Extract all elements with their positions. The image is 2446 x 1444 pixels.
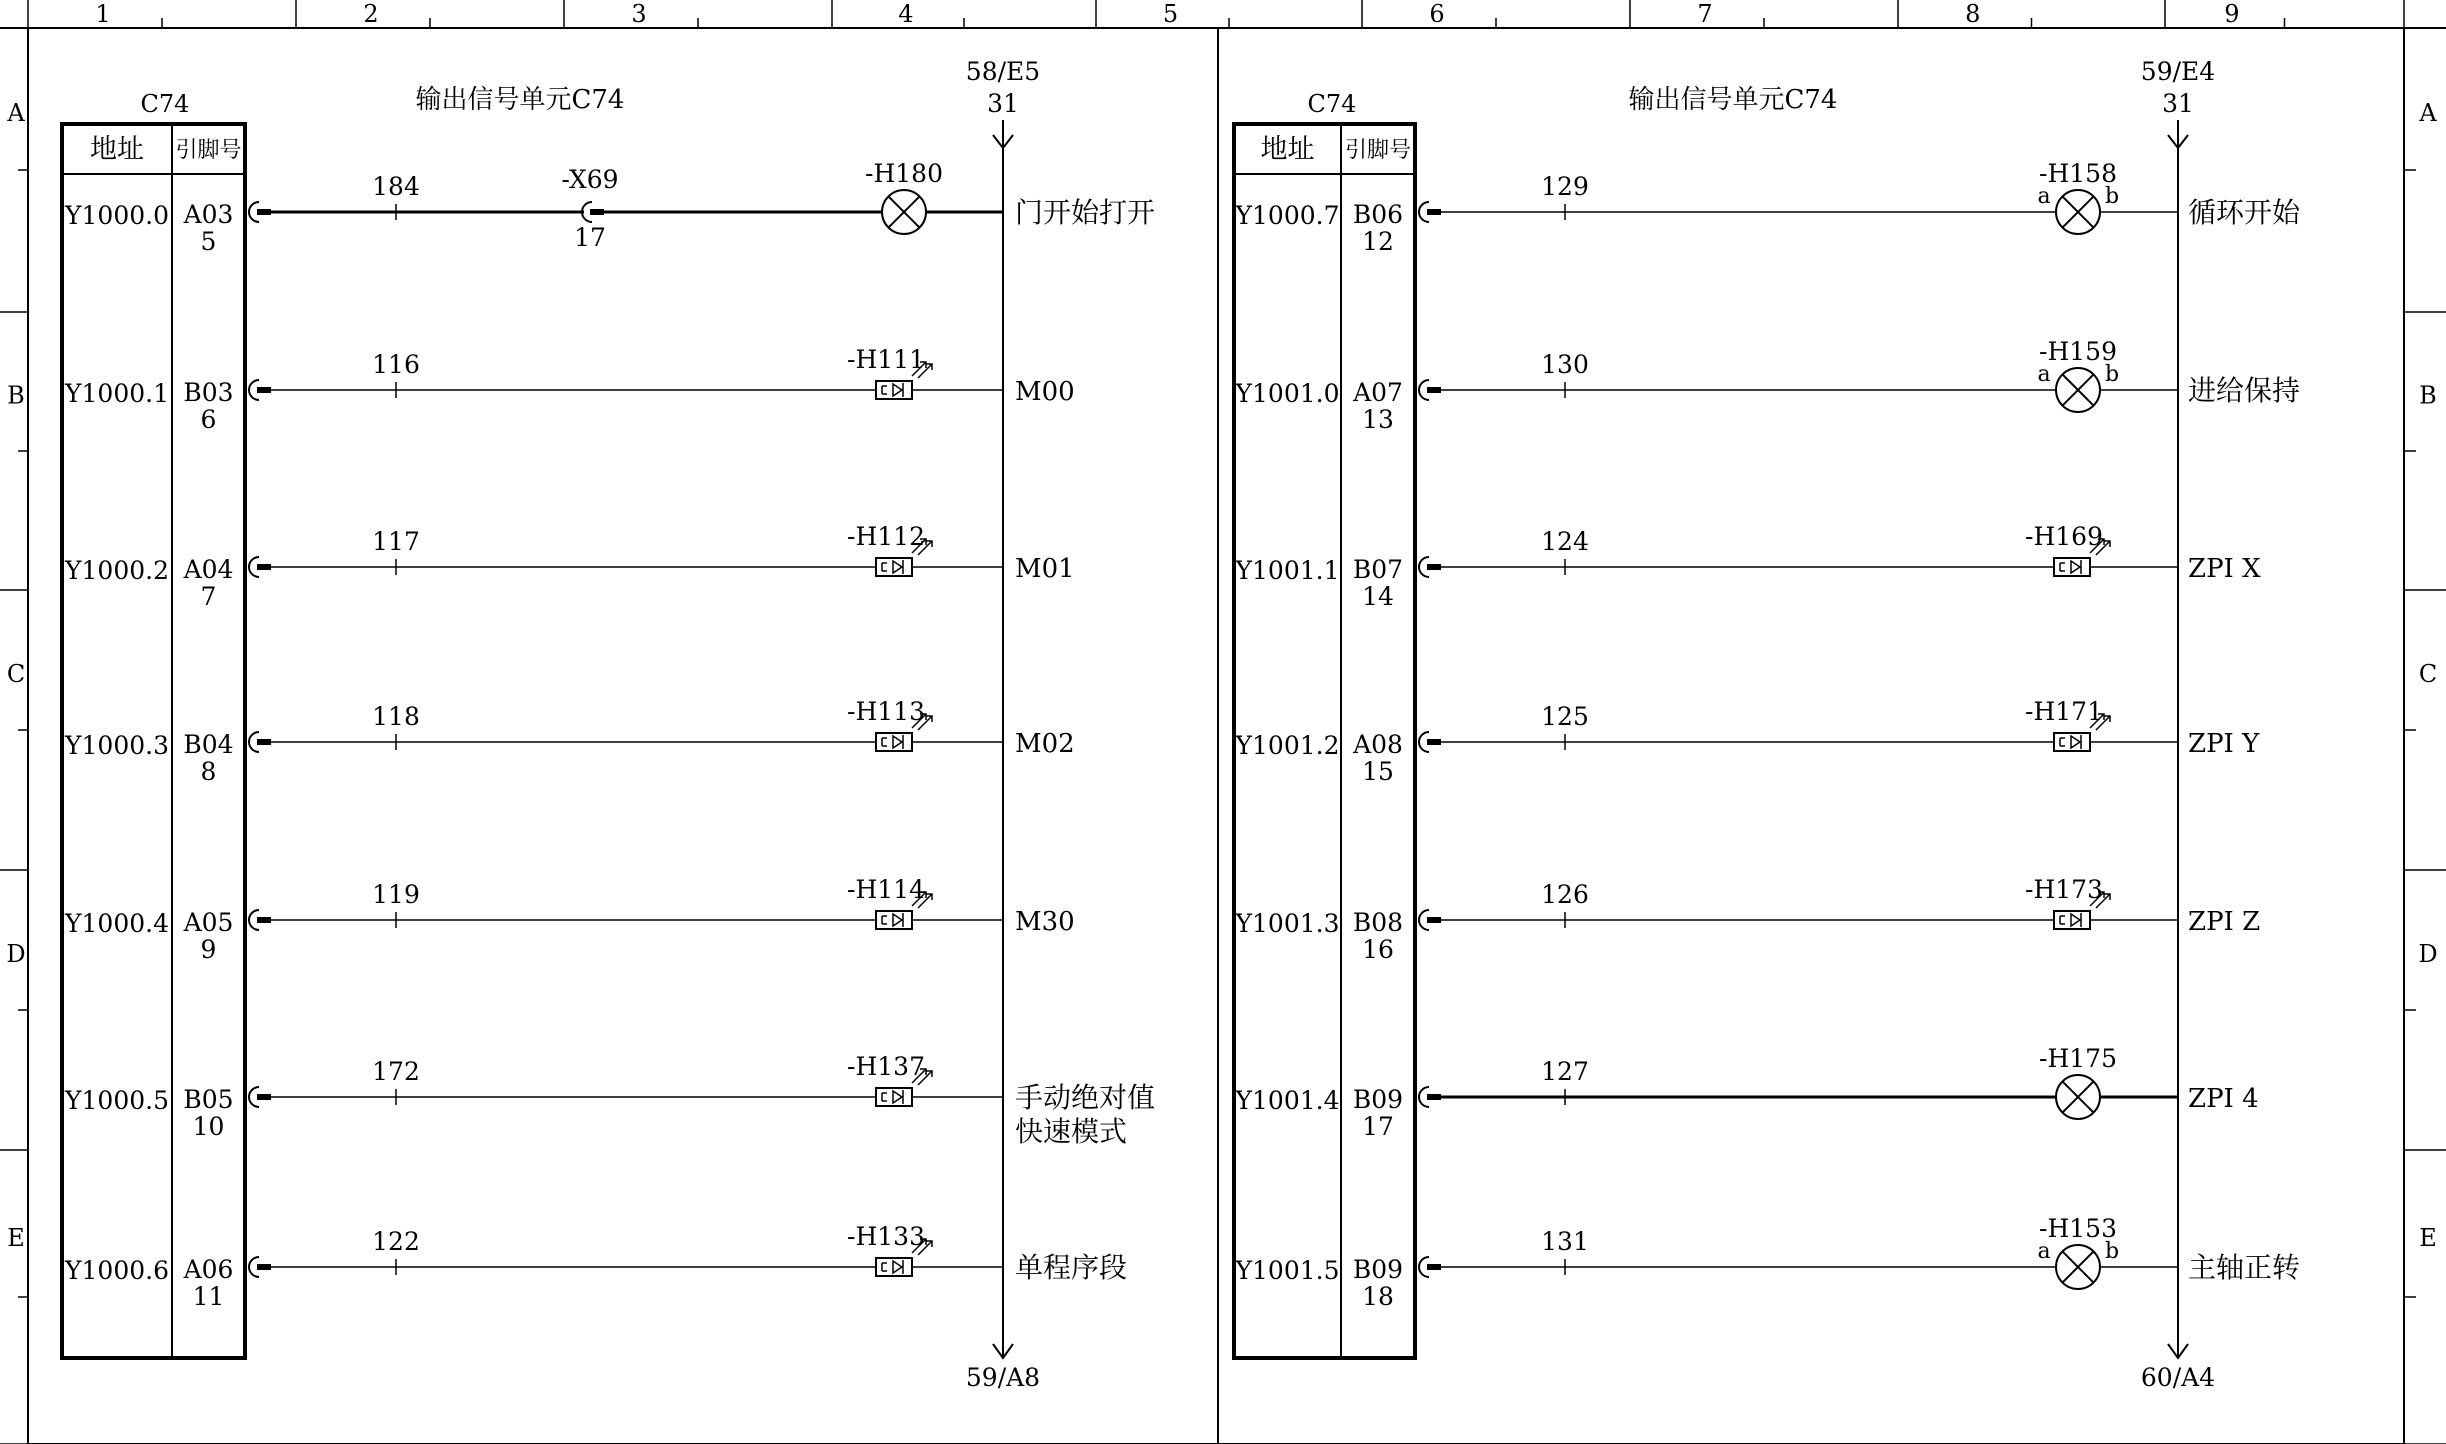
- plug-pin: [1427, 387, 1441, 393]
- device-label: -H158: [2039, 159, 2117, 188]
- row-letter: D: [6, 940, 26, 968]
- plug-pin: [1427, 209, 1441, 215]
- bus-ref-top: 59/E4: [2140, 57, 2216, 86]
- row-letter: B: [7, 381, 25, 410]
- bus-wire-top: 31: [2162, 89, 2194, 118]
- pin-seq: 10: [192, 1112, 225, 1141]
- row-letter: E: [7, 1224, 25, 1253]
- function-label: M01: [1015, 554, 1075, 584]
- wire-number: 127: [1541, 1057, 1589, 1086]
- column-number: 7: [1697, 0, 1713, 28]
- header-address: 地址: [1260, 134, 1315, 165]
- pin-label: B09: [1352, 1255, 1404, 1284]
- circuit-row: [1235, 875, 2261, 964]
- plug-pin: [1427, 1094, 1441, 1100]
- wire-number: 129: [1541, 172, 1589, 201]
- row-letter: A: [2419, 99, 2437, 128]
- device-label: -H171: [2025, 697, 2103, 726]
- device-label: -H173: [2025, 875, 2103, 904]
- row-letter: D: [2418, 940, 2438, 968]
- row-letter: C: [2418, 660, 2438, 688]
- pin-label: A06: [183, 1255, 234, 1284]
- address-label: Y1000.1: [65, 379, 169, 408]
- wire-number: 130: [1541, 350, 1589, 379]
- address-label: Y1000.5: [65, 1086, 169, 1115]
- pin-label: B09: [1352, 1085, 1404, 1114]
- wire-number: 131: [1541, 1227, 1589, 1256]
- pin-label: A05: [183, 908, 234, 937]
- function-label: M02: [1015, 729, 1075, 759]
- connector-pin-label: 17: [574, 223, 606, 252]
- device-label: -H180: [865, 159, 943, 188]
- wire-number: 118: [372, 702, 420, 731]
- pin-label: B08: [1352, 908, 1404, 937]
- wire-number: 116: [372, 350, 420, 379]
- pin-seq: 9: [200, 935, 217, 964]
- pin-seq: 15: [1362, 757, 1394, 786]
- function-label: ZPI Z: [2188, 907, 2261, 937]
- function-label: 门开始打开: [1015, 196, 1156, 229]
- circuit-row: [1235, 1214, 2301, 1311]
- address-label: Y1001.3: [1235, 909, 1340, 938]
- address-label: Y1001.0: [1235, 379, 1340, 408]
- header-pin: 引脚号: [1344, 138, 1412, 163]
- plug-pin: [1427, 564, 1441, 570]
- row-letter: E: [2419, 1224, 2437, 1253]
- address-label: Y1000.3: [65, 731, 169, 760]
- device-label: -H111: [847, 345, 925, 374]
- device-label: -H175: [2039, 1044, 2117, 1073]
- plug-pin: [257, 1094, 271, 1100]
- column-number: 6: [1429, 0, 1445, 28]
- device-label: -H169: [2025, 522, 2103, 551]
- plug-pin: [257, 387, 271, 393]
- pin-label: A07: [1353, 378, 1403, 407]
- pin-seq: 18: [1362, 1282, 1394, 1311]
- address-label: Y1000.0: [65, 201, 169, 230]
- lamp-terminal-a: a: [2037, 1239, 2051, 1264]
- column-number: 5: [1162, 0, 1179, 28]
- bus-ref-bottom: 59/A8: [965, 1363, 1041, 1392]
- address-label: Y1000.6: [65, 1256, 169, 1285]
- pin-seq: 17: [1362, 1112, 1394, 1141]
- function-label: 循环开始: [2188, 196, 2301, 229]
- panel-1: [62, 57, 1155, 1392]
- column-number: 9: [2224, 0, 2240, 28]
- header-address: 地址: [90, 134, 144, 165]
- pin-seq: 6: [200, 405, 217, 434]
- circuit-row: [1235, 522, 2262, 611]
- wire-number: 125: [1541, 702, 1589, 731]
- row-letter: C: [6, 660, 26, 688]
- circuit-row: [64, 345, 1075, 434]
- pin-label: B07: [1352, 555, 1404, 584]
- lamp-terminal-a: a: [2037, 184, 2051, 209]
- address-label: Y1000.2: [65, 556, 169, 585]
- plug-pin: [257, 209, 271, 215]
- plug-pin: [257, 564, 271, 570]
- circuit-row: [64, 1222, 1127, 1311]
- plug-pin: [257, 917, 271, 923]
- pin-seq: 12: [1362, 227, 1394, 256]
- wire-number: 126: [1541, 880, 1589, 909]
- pin-seq: 8: [200, 757, 217, 786]
- column-number: 3: [631, 0, 647, 28]
- function-label: ZPI 4: [2188, 1084, 2259, 1114]
- address-label: Y1001.5: [1235, 1256, 1340, 1285]
- device-label: -H153: [2039, 1214, 2117, 1243]
- wire-number: 122: [372, 1227, 420, 1256]
- connector-pin: [590, 209, 604, 215]
- circuit-row: [1235, 1044, 2259, 1141]
- device-label: -H137: [847, 1052, 925, 1081]
- column-number: 8: [1965, 0, 1981, 28]
- function-label: 单程序段: [1015, 1251, 1128, 1284]
- plug-pin: [257, 739, 271, 745]
- bus-ref-bottom: 60/A4: [2140, 1363, 2216, 1392]
- address-label: Y1001.2: [1235, 731, 1340, 760]
- column-number: 1: [95, 0, 111, 28]
- address-label: Y1001.4: [1235, 1086, 1340, 1115]
- function-label: M30: [1015, 907, 1075, 937]
- device-label: -H159: [2039, 337, 2117, 366]
- circuit-row: [64, 697, 1075, 786]
- connector-label: -X69: [561, 165, 619, 194]
- plug-pin: [257, 1264, 271, 1270]
- panel-2: [1234, 57, 2301, 1392]
- pin-label: A03: [183, 200, 234, 229]
- circuit-row: [64, 875, 1075, 964]
- pin-label: A08: [1353, 730, 1403, 759]
- circuit-row: [64, 1052, 1155, 1148]
- bus-wire-top: 31: [987, 89, 1019, 118]
- pin-seq: 13: [1362, 405, 1394, 434]
- wire-number: 117: [372, 527, 420, 556]
- lamp-terminal-a: a: [2037, 362, 2051, 387]
- pin-seq: 7: [200, 582, 217, 611]
- device-label: -H112: [847, 522, 925, 551]
- column-number: 4: [898, 0, 914, 28]
- header-pin: 引脚号: [175, 138, 242, 163]
- pin-label: A04: [183, 555, 234, 584]
- lamp-terminal-b: b: [2104, 1239, 2120, 1264]
- circuit-row: [1235, 697, 2261, 786]
- device-label: -H113: [847, 697, 925, 726]
- device-label: -H133: [847, 1222, 925, 1251]
- wire-number: 172: [372, 1057, 420, 1086]
- pin-seq: 5: [200, 227, 217, 256]
- common-bus: [966, 57, 1040, 1392]
- wire-number: 119: [372, 880, 420, 909]
- pin-seq: 11: [192, 1282, 225, 1311]
- function-label: M00: [1015, 377, 1075, 407]
- row-letter: B: [2419, 381, 2437, 410]
- pin-label: B05: [183, 1085, 234, 1114]
- address-label: Y1000.7: [1235, 201, 1340, 230]
- column-number: 2: [363, 0, 379, 28]
- address-label: Y1000.4: [65, 909, 169, 938]
- common-bus: [2141, 57, 2215, 1392]
- function-label: 进给保持: [2188, 374, 2301, 407]
- pin-label: B06: [1352, 200, 1404, 229]
- bus-ref-top: 58/E5: [965, 57, 1041, 86]
- function-label: 主轴正转: [2188, 1251, 2301, 1284]
- pin-label: B04: [183, 730, 234, 759]
- plug-pin: [1427, 1264, 1441, 1270]
- circuit-row: [1235, 337, 2301, 434]
- address-label: Y1001.1: [1235, 556, 1340, 585]
- unit-title: 输出信号单元C74: [1628, 85, 1838, 115]
- module-label: C74: [1307, 90, 1357, 118]
- function-label: ZPI Y: [2188, 729, 2260, 759]
- lamp-terminal-b: b: [2104, 184, 2120, 209]
- plug-pin: [1427, 739, 1441, 745]
- pin-seq: 16: [1362, 935, 1394, 964]
- device-label: -H114: [847, 875, 925, 904]
- wire-number: 184: [372, 172, 420, 201]
- function-label: 快速模式: [1015, 1115, 1128, 1148]
- row-letter: A: [7, 99, 25, 128]
- function-label: ZPI X: [2188, 554, 2261, 584]
- unit-title: 输出信号单元C74: [415, 85, 625, 115]
- function-label: 手动绝对值: [1015, 1081, 1156, 1114]
- pin-label: B03: [183, 378, 234, 407]
- lamp-terminal-b: b: [2104, 362, 2120, 387]
- plug-pin: [1427, 917, 1441, 923]
- module-label: C74: [140, 90, 190, 118]
- circuit-row: [64, 522, 1075, 611]
- wire-number: 124: [1541, 527, 1589, 556]
- pin-seq: 14: [1362, 582, 1394, 611]
